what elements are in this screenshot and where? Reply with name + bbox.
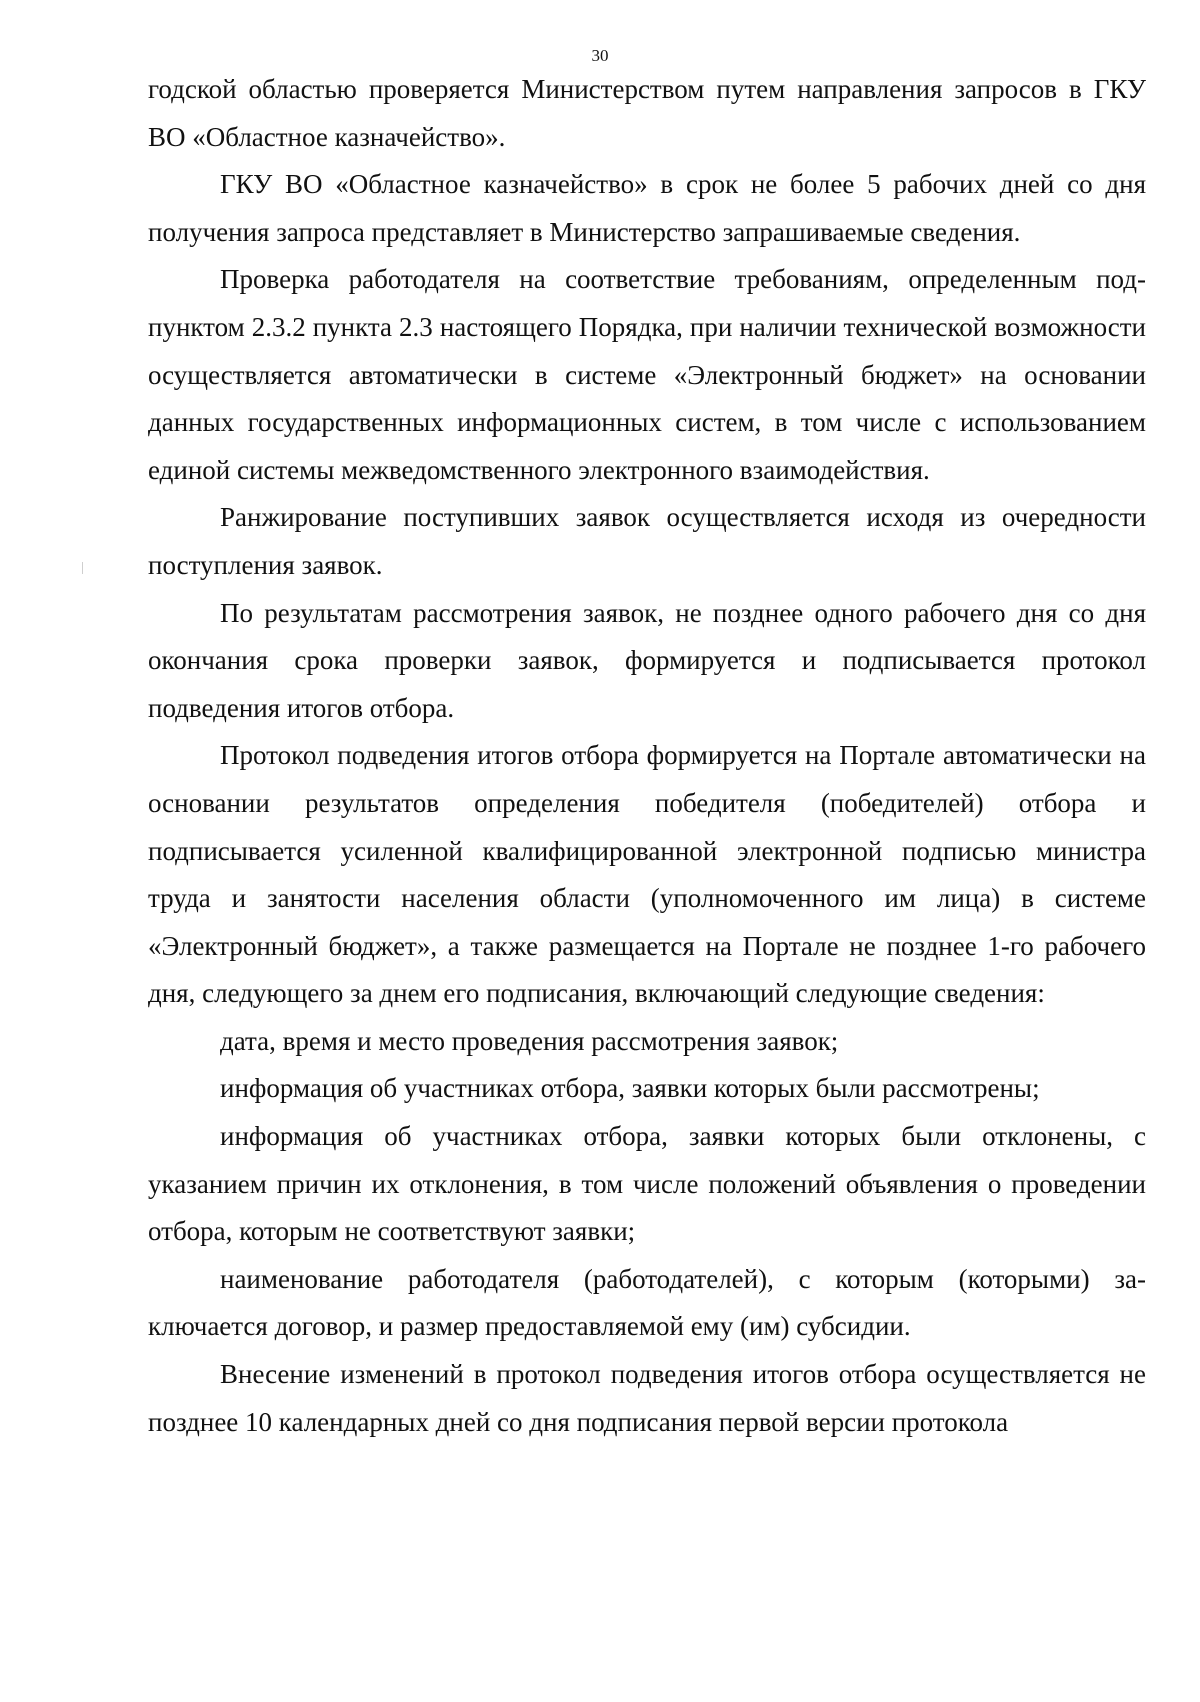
paragraph-2: ГКУ ВО «Областное казначейство» в срок не более 5 рабочих дней со дня получения запроса представляет в Министерство запрашиваемые сведения. [148, 169, 1146, 247]
list-item-rejected-participants: информация об участниках отбора, заявки которых были отклонены, с указанием причин их отклонения, в том числе положений объявления о проведении отбора, которым не соответствуют заявки; [148, 1121, 1146, 1247]
paragraph-amendments: Внесение изменений в протокол подведения итогов отбора осуществляется не позднее 10 календарных дней со дня подписания первой версии протокола [148, 1359, 1146, 1437]
paragraph-6: Протокол подведения итогов отбора формируется на Портале автоматически на основании результатов определения победителя (победителей) отбора и подписывается усиленной квалифицированной электронной подписью министра труда и занятости населения области (уполномоченного им лица) в системе «Электронный бюджет», а также размещается на Портале не позднее 1-го рабочего дня, следующего за днем его подписания, включающий следующие сведения: [148, 740, 1146, 1009]
paragraph-3: Проверка работодателя на соответствие требованиям, определенным подпунктом 2.3.2 пункта 2.3 настоящего Порядка, при наличии технической возможности осуществляется автоматически в системе «Электронный бюджет» на основании данных государственных информационных систем, в том числе с использованием единой системы межведомственного электронного взаимодействия. [148, 264, 1146, 485]
document-body [148, 66, 1146, 1446]
paragraph-1: годской областью проверяется Министерством путем направления запросов в ГКУ ВО «Областное казначейство». [148, 74, 1146, 152]
list-item-reviewed-participants: информация об участниках отбора, заявки которых были рассмотрены; [220, 1073, 1040, 1104]
list-item-date-time-place: дата, время и место проведения рассмотрения заявок; [220, 1025, 839, 1056]
paragraph-4: Ранжирование поступивших заявок осуществляется исходя из очередности поступления заявок. [148, 502, 1146, 580]
paragraph-5: По результатам рассмотрения заявок, не позднее одного рабочего дня со дня окончания срока проверки заявок, формируется и подписывается протокол подведения итогов отбора. [148, 597, 1146, 723]
page-number: 30 [591, 46, 609, 65]
list-item-employer-name: наименование работодателя (работодателей), с которым (которыми) заключается договор, и размер предоставляемой ему (им) субсидии. [148, 1263, 1146, 1342]
scan-artifact-mark [82, 562, 83, 574]
